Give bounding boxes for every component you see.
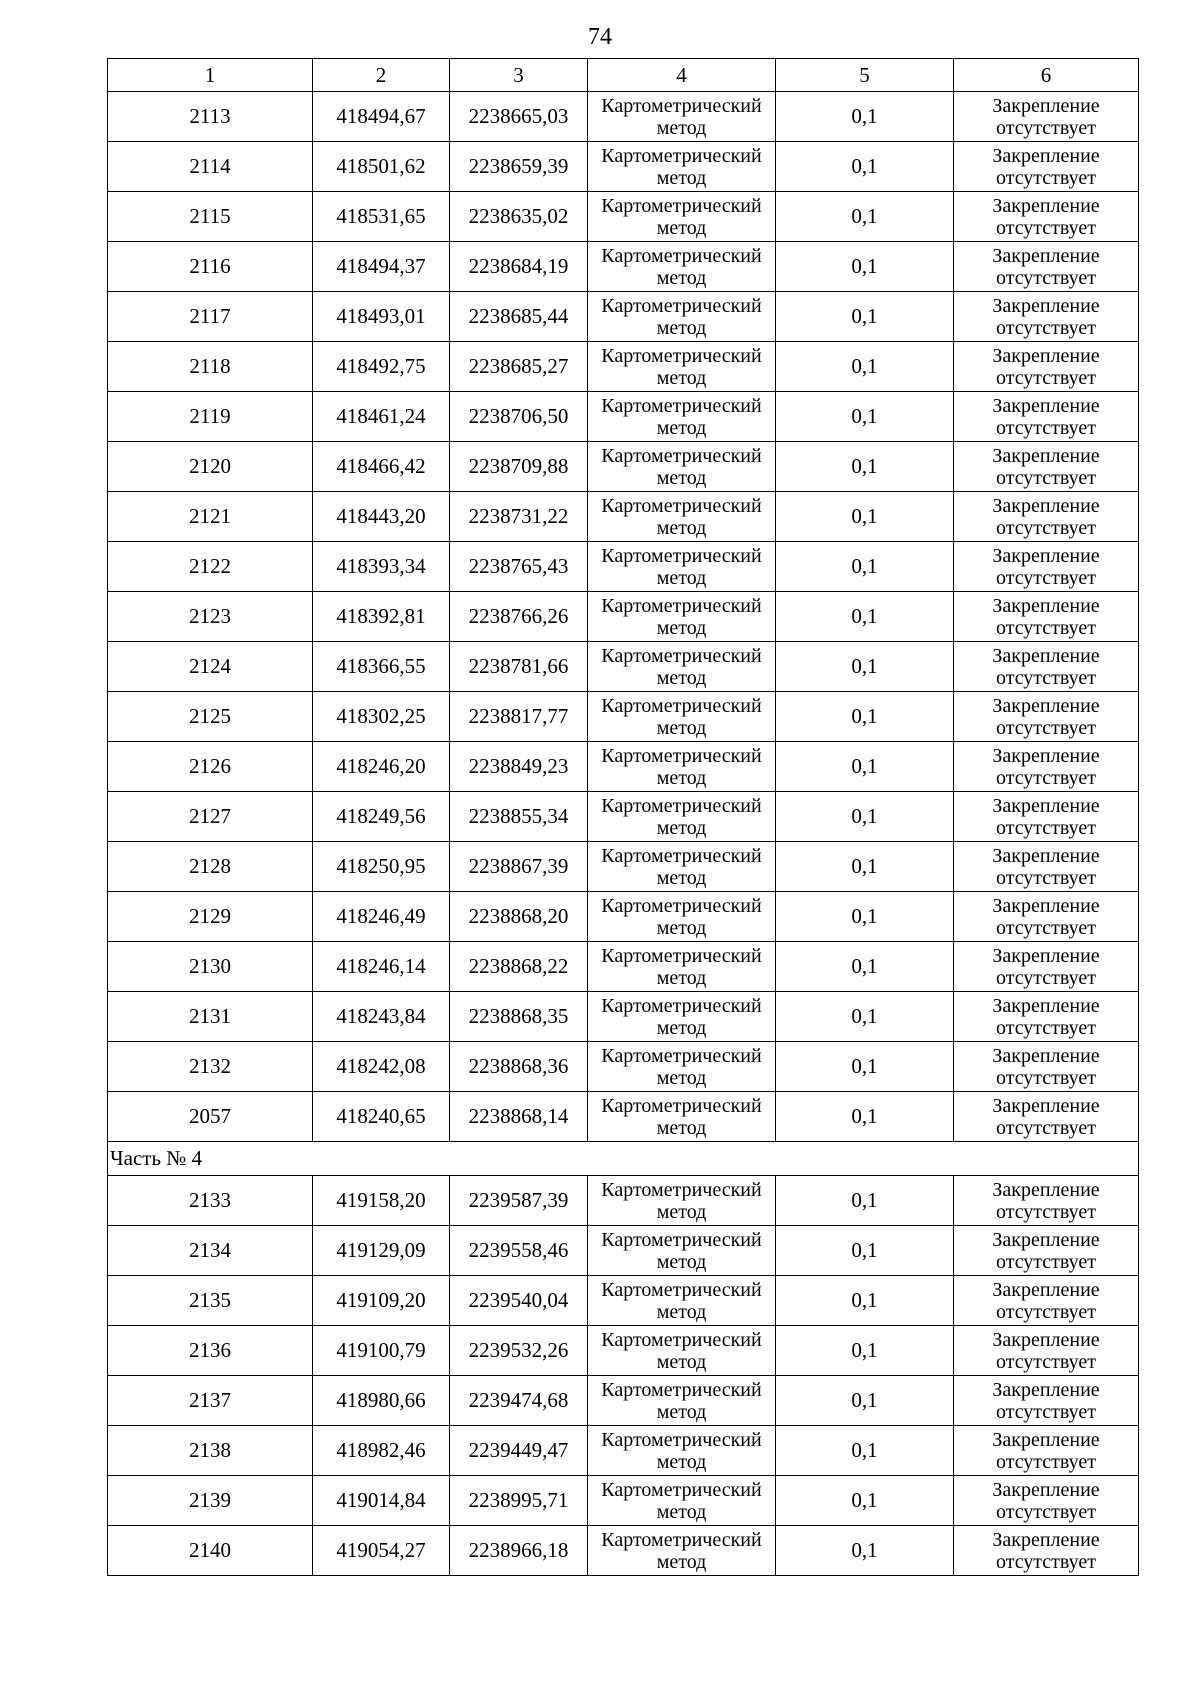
fixation-cell: Закрепление отсутствует [954,542,1139,592]
x-coordinate-cell: 419054,27 [313,1526,450,1576]
x-coordinate-cell: 418393,34 [313,542,450,592]
method-cell: Картометрический метод [588,942,776,992]
table-row [108,1426,1139,1476]
fixation-cell: Закрепление отсутствует [954,1376,1139,1426]
point-number-cell: 2133 [108,1176,313,1226]
method-cell: Картометрический метод [588,892,776,942]
fixation-cell: Закрепление отсутствует [954,242,1139,292]
y-coordinate-cell: 2238731,22 [450,492,588,542]
x-coordinate-cell: 418494,67 [313,92,450,142]
y-coordinate-cell: 2239532,26 [450,1326,588,1376]
fixation-cell: Закрепление отсутствует [954,592,1139,642]
accuracy-cell: 0,1 [776,1376,954,1426]
accuracy-cell: 0,1 [776,1042,954,1092]
point-number-cell: 2125 [108,692,313,742]
table-row [108,1376,1139,1426]
method-cell: Картометрический метод [588,592,776,642]
y-coordinate-cell: 2239540,04 [450,1276,588,1326]
x-coordinate-cell: 418249,56 [313,792,450,842]
point-number-cell: 2121 [108,492,313,542]
x-coordinate-cell: 418240,65 [313,1092,450,1142]
coordinates-table [107,58,1139,1576]
column-header: 3 [450,59,588,92]
accuracy-cell: 0,1 [776,542,954,592]
point-number-cell: 2140 [108,1526,313,1576]
fixation-cell: Закрепление отсутствует [954,392,1139,442]
accuracy-cell: 0,1 [776,1226,954,1276]
point-number-cell: 2132 [108,1042,313,1092]
method-cell: Картометрический метод [588,1426,776,1476]
fixation-cell: Закрепление отсутствует [954,692,1139,742]
method-cell: Картометрический метод [588,792,776,842]
x-coordinate-cell: 418246,14 [313,942,450,992]
x-coordinate-cell: 418443,20 [313,492,450,542]
table-row [108,1176,1139,1226]
fixation-cell: Закрепление отсутствует [954,192,1139,242]
table-row [108,392,1139,442]
x-coordinate-cell: 419014,84 [313,1476,450,1526]
table-row [108,692,1139,742]
x-coordinate-cell: 418493,01 [313,292,450,342]
table-row [108,592,1139,642]
fixation-cell: Закрепление отсутствует [954,642,1139,692]
method-cell: Картометрический метод [588,392,776,442]
accuracy-cell: 0,1 [776,342,954,392]
fixation-cell: Закрепление отсутствует [954,1426,1139,1476]
point-number-cell: 2135 [108,1276,313,1326]
column-header: 4 [588,59,776,92]
method-cell: Картометрический метод [588,1476,776,1526]
point-number-cell: 2136 [108,1326,313,1376]
column-header: 5 [776,59,954,92]
y-coordinate-cell: 2239587,39 [450,1176,588,1226]
accuracy-cell: 0,1 [776,492,954,542]
table-row [108,442,1139,492]
method-cell: Картометрический метод [588,192,776,242]
x-coordinate-cell: 418242,08 [313,1042,450,1092]
fixation-cell: Закрепление отсутствует [954,142,1139,192]
x-coordinate-cell: 418243,84 [313,992,450,1042]
fixation-cell: Закрепление отсутствует [954,1226,1139,1276]
y-coordinate-cell: 2238684,19 [450,242,588,292]
table-row [108,1476,1139,1526]
accuracy-cell: 0,1 [776,92,954,142]
table-body [108,59,1139,1576]
y-coordinate-cell: 2238665,03 [450,92,588,142]
accuracy-cell: 0,1 [776,942,954,992]
point-number-cell: 2120 [108,442,313,492]
table-row [108,142,1139,192]
x-coordinate-cell: 418494,37 [313,242,450,292]
x-coordinate-cell: 418492,75 [313,342,450,392]
point-number-cell: 2123 [108,592,313,642]
fixation-cell: Закрепление отсутствует [954,1276,1139,1326]
accuracy-cell: 0,1 [776,1326,954,1376]
column-header: 2 [313,59,450,92]
table-row [108,542,1139,592]
method-cell: Картометрический метод [588,542,776,592]
point-number-cell: 2118 [108,342,313,392]
x-coordinate-cell: 419129,09 [313,1226,450,1276]
accuracy-cell: 0,1 [776,842,954,892]
accuracy-cell: 0,1 [776,442,954,492]
fixation-cell: Закрепление отсутствует [954,92,1139,142]
table-row [108,1092,1139,1142]
fixation-cell: Закрепление отсутствует [954,1092,1139,1142]
fixation-cell: Закрепление отсутствует [954,1176,1139,1226]
fixation-cell: Закрепление отсутствует [954,892,1139,942]
y-coordinate-cell: 2238685,27 [450,342,588,392]
accuracy-cell: 0,1 [776,392,954,442]
point-number-cell: 2127 [108,792,313,842]
point-number-cell: 2114 [108,142,313,192]
method-cell: Картометрический метод [588,242,776,292]
method-cell: Картометрический метод [588,1176,776,1226]
point-number-cell: 2057 [108,1092,313,1142]
accuracy-cell: 0,1 [776,1092,954,1142]
accuracy-cell: 0,1 [776,142,954,192]
method-cell: Картометрический метод [588,1092,776,1142]
y-coordinate-cell: 2238765,43 [450,542,588,592]
accuracy-cell: 0,1 [776,992,954,1042]
point-number-cell: 2128 [108,842,313,892]
x-coordinate-cell: 418531,65 [313,192,450,242]
column-header: 6 [954,59,1139,92]
y-coordinate-cell: 2238685,44 [450,292,588,342]
x-coordinate-cell: 419158,20 [313,1176,450,1226]
method-cell: Картометрический метод [588,742,776,792]
method-cell: Картометрический метод [588,692,776,742]
y-coordinate-cell: 2238867,39 [450,842,588,892]
accuracy-cell: 0,1 [776,292,954,342]
x-coordinate-cell: 418466,42 [313,442,450,492]
fixation-cell: Закрепление отсутствует [954,292,1139,342]
x-coordinate-cell: 418250,95 [313,842,450,892]
point-number-cell: 2119 [108,392,313,442]
y-coordinate-cell: 2238868,36 [450,1042,588,1092]
method-cell: Картометрический метод [588,1226,776,1276]
method-cell: Картометрический метод [588,992,776,1042]
fixation-cell: Закрепление отсутствует [954,842,1139,892]
y-coordinate-cell: 2239558,46 [450,1226,588,1276]
method-cell: Картометрический метод [588,342,776,392]
table-row [108,342,1139,392]
method-cell: Картометрический метод [588,92,776,142]
point-number-cell: 2124 [108,642,313,692]
accuracy-cell: 0,1 [776,1176,954,1226]
x-coordinate-cell: 418246,20 [313,742,450,792]
part-label: Часть № 4 [108,1142,1139,1176]
part-row [108,1142,1139,1176]
x-coordinate-cell: 418302,25 [313,692,450,742]
method-cell: Картометрический метод [588,842,776,892]
table-row [108,642,1139,692]
method-cell: Картометрический метод [588,492,776,542]
point-number-cell: 2116 [108,242,313,292]
x-coordinate-cell: 418392,81 [313,592,450,642]
method-cell: Картометрический метод [588,1042,776,1092]
fixation-cell: Закрепление отсутствует [954,1526,1139,1576]
fixation-cell: Закрепление отсутствует [954,1042,1139,1092]
x-coordinate-cell: 418982,46 [313,1426,450,1476]
y-coordinate-cell: 2238766,26 [450,592,588,642]
accuracy-cell: 0,1 [776,642,954,692]
point-number-cell: 2129 [108,892,313,942]
accuracy-cell: 0,1 [776,1276,954,1326]
page-number: 74 [588,24,612,50]
accuracy-cell: 0,1 [776,1426,954,1476]
y-coordinate-cell: 2239474,68 [450,1376,588,1426]
method-cell: Картометрический метод [588,1326,776,1376]
table-row [108,1042,1139,1092]
y-coordinate-cell: 2238635,02 [450,192,588,242]
column-header: 1 [108,59,313,92]
y-coordinate-cell: 2238706,50 [450,392,588,442]
table-row [108,242,1139,292]
fixation-cell: Закрепление отсутствует [954,942,1139,992]
table-row [108,1276,1139,1326]
table-row [108,292,1139,342]
y-coordinate-cell: 2239449,47 [450,1426,588,1476]
point-number-cell: 2117 [108,292,313,342]
point-number-cell: 2139 [108,1476,313,1526]
accuracy-cell: 0,1 [776,192,954,242]
table-row [108,1226,1139,1276]
table-row [108,992,1139,1042]
method-cell: Картометрический метод [588,442,776,492]
method-cell: Картометрический метод [588,642,776,692]
method-cell: Картометрический метод [588,1526,776,1576]
method-cell: Картометрический метод [588,142,776,192]
point-number-cell: 2126 [108,742,313,792]
y-coordinate-cell: 2238855,34 [450,792,588,842]
point-number-cell: 2138 [108,1426,313,1476]
x-coordinate-cell: 418246,49 [313,892,450,942]
accuracy-cell: 0,1 [776,592,954,642]
point-number-cell: 2122 [108,542,313,592]
table-row [108,92,1139,142]
x-coordinate-cell: 419100,79 [313,1326,450,1376]
point-number-cell: 2137 [108,1376,313,1426]
fixation-cell: Закрепление отсутствует [954,742,1139,792]
table-row [108,942,1139,992]
x-coordinate-cell: 419109,20 [313,1276,450,1326]
fixation-cell: Закрепление отсутствует [954,492,1139,542]
y-coordinate-cell: 2238868,20 [450,892,588,942]
accuracy-cell: 0,1 [776,1526,954,1576]
y-coordinate-cell: 2238849,23 [450,742,588,792]
accuracy-cell: 0,1 [776,792,954,842]
table-row [108,1326,1139,1376]
y-coordinate-cell: 2238781,66 [450,642,588,692]
table-row [108,892,1139,942]
x-coordinate-cell: 418366,55 [313,642,450,692]
fixation-cell: Закрепление отсутствует [954,442,1139,492]
point-number-cell: 2113 [108,92,313,142]
table-row [108,842,1139,892]
y-coordinate-cell: 2238659,39 [450,142,588,192]
point-number-cell: 2115 [108,192,313,242]
y-coordinate-cell: 2238868,14 [450,1092,588,1142]
y-coordinate-cell: 2238868,35 [450,992,588,1042]
method-cell: Картометрический метод [588,1376,776,1426]
table-row [108,742,1139,792]
x-coordinate-cell: 418980,66 [313,1376,450,1426]
fixation-cell: Закрепление отсутствует [954,792,1139,842]
y-coordinate-cell: 2238817,77 [450,692,588,742]
point-number-cell: 2131 [108,992,313,1042]
y-coordinate-cell: 2238868,22 [450,942,588,992]
fixation-cell: Закрепление отсутствует [954,1476,1139,1526]
accuracy-cell: 0,1 [776,692,954,742]
x-coordinate-cell: 418461,24 [313,392,450,442]
accuracy-cell: 0,1 [776,242,954,292]
table-row [108,192,1139,242]
fixation-cell: Закрепление отсутствует [954,1326,1139,1376]
table-row [108,1526,1139,1576]
accuracy-cell: 0,1 [776,892,954,942]
y-coordinate-cell: 2238966,18 [450,1526,588,1576]
y-coordinate-cell: 2238709,88 [450,442,588,492]
accuracy-cell: 0,1 [776,1476,954,1526]
accuracy-cell: 0,1 [776,742,954,792]
point-number-cell: 2134 [108,1226,313,1276]
column-number-row [108,59,1139,92]
method-cell: Картометрический метод [588,292,776,342]
fixation-cell: Закрепление отсутствует [954,342,1139,392]
method-cell: Картометрический метод [588,1276,776,1326]
fixation-cell: Закрепление отсутствует [954,992,1139,1042]
x-coordinate-cell: 418501,62 [313,142,450,192]
table-row [108,792,1139,842]
table-row [108,492,1139,542]
y-coordinate-cell: 2238995,71 [450,1476,588,1526]
point-number-cell: 2130 [108,942,313,992]
